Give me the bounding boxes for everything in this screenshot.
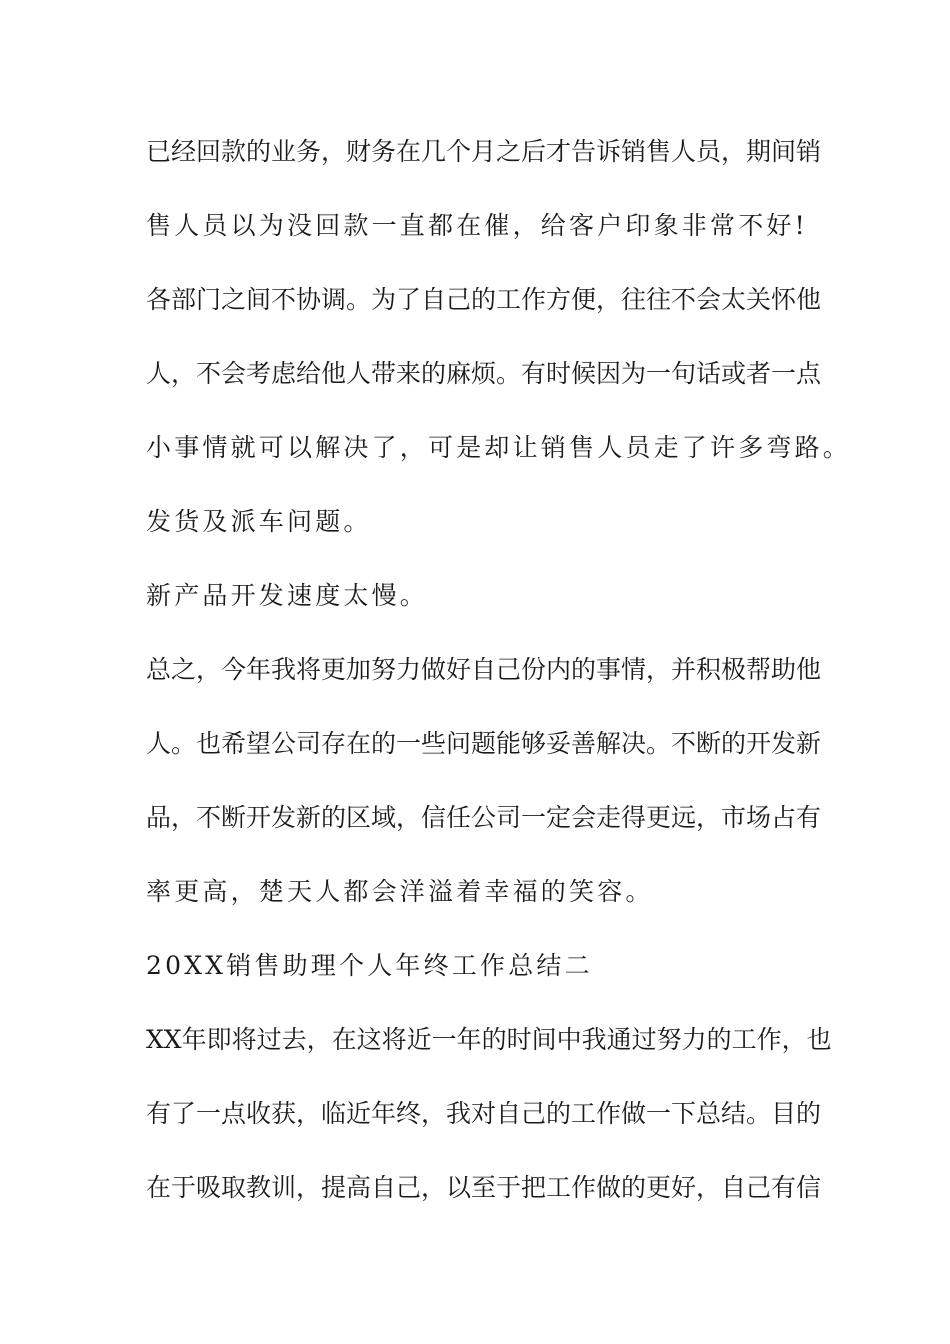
paragraph-line: 发货及派车问题。 <box>146 507 372 536</box>
paragraph-line: 率更高，楚天人都会洋溢着幸福的笑容。 <box>146 877 654 906</box>
paragraph-line: 品，不断开发新的区域，信任公司一定会走得更远，市场占有 <box>146 803 822 832</box>
paragraph-line: 新产品开发速度太慢。 <box>146 581 429 610</box>
paragraph-line: 在于吸取教训，提高自己，以至于把工作做的更好，自己有信 <box>146 1173 822 1202</box>
paragraph-line: XX年即将过去，在这将近一年的时间中我通过努力的工作，也 <box>146 1025 832 1054</box>
paragraph-line: 各部门之间不协调。为了自己的工作方便，往往不会太关怀他 <box>146 285 822 314</box>
paragraph-line: 有了一点收获，临近年终，我对自己的工作做一下总结。目的 <box>146 1099 822 1128</box>
paragraph-line: 人，不会考虑给他人带来的麻烦。有时候因为一句话或者一点 <box>146 359 822 388</box>
paragraph-line: 人。也希望公司存在的一些问题能够妥善解决。不断的开发新 <box>146 729 822 758</box>
paragraph-line: 已经回款的业务，财务在几个月之后才告诉销售人员，期间销 <box>146 137 822 166</box>
paragraph-line: 售人员以为没回款一直都在催，给客户印象非常不好! <box>146 211 808 240</box>
paragraph-line: 总之，今年我将更加努力做好自己份内的事情，并积极帮助他 <box>146 655 822 684</box>
section-heading: 20XX销售助理个人年终工作总结二 <box>146 951 593 980</box>
paragraph-line: 小事情就可以解决了，可是却让销售人员走了许多弯路。 <box>146 433 852 462</box>
